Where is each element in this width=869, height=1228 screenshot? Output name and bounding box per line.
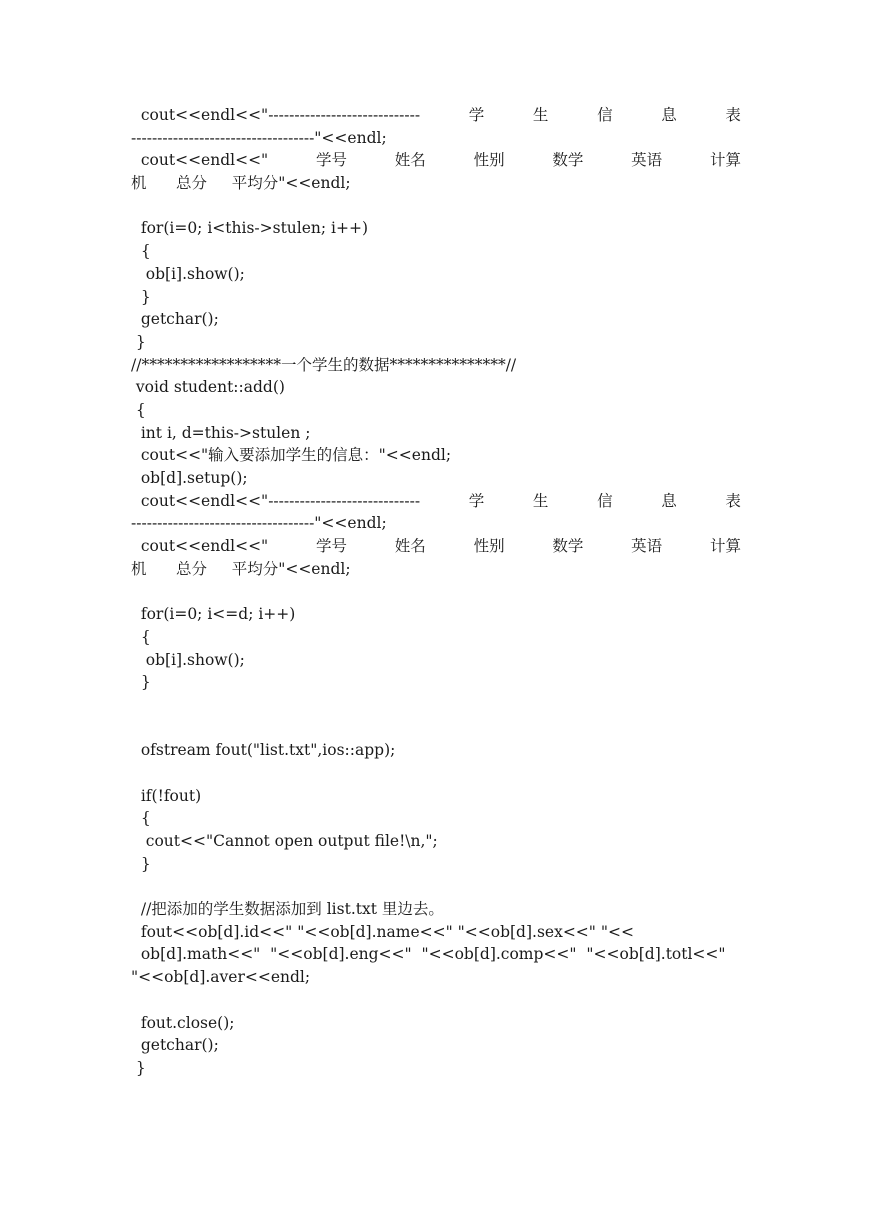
blank-line (131, 875, 741, 898)
code-line: -----------------------------------"<<endl; (131, 128, 387, 147)
code-text: cout<<endl<<"----------------------------- (131, 106, 421, 124)
code-line: { (131, 400, 146, 419)
code-line: for(i=0; i<this->stulen; i++) (131, 219, 369, 238)
code-line: } (131, 332, 146, 351)
code-text: cout<<endl<<"----------------------------- (131, 491, 421, 510)
title-char: 生 (532, 106, 549, 124)
code-line: if(!fout) (131, 786, 202, 805)
code-line: fout.close(); (131, 1013, 235, 1032)
code-line: { (131, 242, 151, 261)
code-line: cout<<"输入要添加学生的信息："<<endl; (131, 446, 452, 465)
code-line: { (131, 809, 151, 828)
column-label: 计算 (709, 537, 741, 556)
title-char: 学 (468, 491, 485, 510)
code-line: 机 总分 平均分"<<endl; (131, 559, 351, 578)
code-line: ob[d].setup(); (131, 469, 248, 487)
title-char: 信 (597, 106, 613, 124)
code-listing (131, 104, 741, 1080)
title-char: 生 (532, 491, 549, 510)
column-label: 数学 (552, 537, 584, 556)
column-label: 姓名 (394, 537, 426, 556)
column-label: 性别 (473, 151, 505, 170)
blank-line (131, 762, 741, 785)
code-line: fout<<ob[d].id<<" "<<ob[d].name<<" "<<ob[d].sex<<" "<< (131, 922, 634, 941)
code-line: ob[d].math<<" "<<ob[d].eng<<" "<<ob[d].comp<<" "<<ob[d].totl<<" (131, 945, 726, 964)
column-label: 学号 (315, 537, 347, 556)
title-char: 表 (725, 106, 741, 124)
code-line: "<<ob[d].aver<<endl; (131, 968, 311, 987)
column-label: 姓名 (394, 151, 426, 170)
code-line: getchar(); (131, 310, 219, 329)
code-line-header-columns (131, 535, 741, 558)
blank-line (131, 694, 741, 717)
code-line: } (131, 854, 151, 873)
code-comment: //******************一个学生的数据***************// (131, 355, 517, 374)
code-line: ob[i].show(); (131, 264, 245, 283)
code-line: 机 总分 平均分"<<endl; (131, 174, 351, 193)
code-line: int i, d=this->stulen ; (131, 423, 311, 442)
code-line: } (131, 1058, 146, 1077)
column-label: 学号 (315, 151, 347, 170)
code-line-header-columns (131, 149, 741, 172)
code-text: cout<<endl<<" (131, 151, 269, 170)
code-line-separator-title (131, 490, 741, 513)
blank-line (131, 580, 741, 603)
code-line-separator-title (131, 104, 741, 127)
column-label: 性别 (473, 537, 505, 556)
column-label: 数学 (552, 151, 584, 170)
code-line: void student::add() (131, 378, 285, 397)
blank-line (131, 195, 741, 218)
title-char: 息 (661, 106, 677, 124)
title-char: 信 (597, 491, 613, 510)
title-char: 息 (661, 491, 677, 510)
column-label: 英语 (631, 151, 663, 170)
code-line: { (131, 627, 151, 646)
code-text: cout<<endl<<" (131, 537, 269, 556)
column-label: 英语 (631, 537, 663, 556)
code-line: } (131, 287, 151, 306)
title-char: 学 (468, 106, 485, 124)
code-line: } (131, 673, 151, 692)
blank-line (131, 989, 741, 1012)
blank-line (131, 717, 741, 740)
code-line: cout<<"Cannot open output file!\n,"; (131, 832, 438, 850)
code-comment: //把添加的学生数据添加到 list.txt 里边去。 (131, 900, 444, 919)
column-label: 计算 (709, 151, 741, 170)
title-char: 表 (725, 491, 741, 510)
code-line: getchar(); (131, 1036, 219, 1055)
code-line: ofstream fout("list.txt",ios::app); (131, 741, 396, 760)
code-line: -----------------------------------"<<endl; (131, 514, 387, 533)
code-line: for(i=0; i<=d; i++) (131, 605, 296, 624)
code-line: ob[i].show(); (131, 650, 245, 669)
